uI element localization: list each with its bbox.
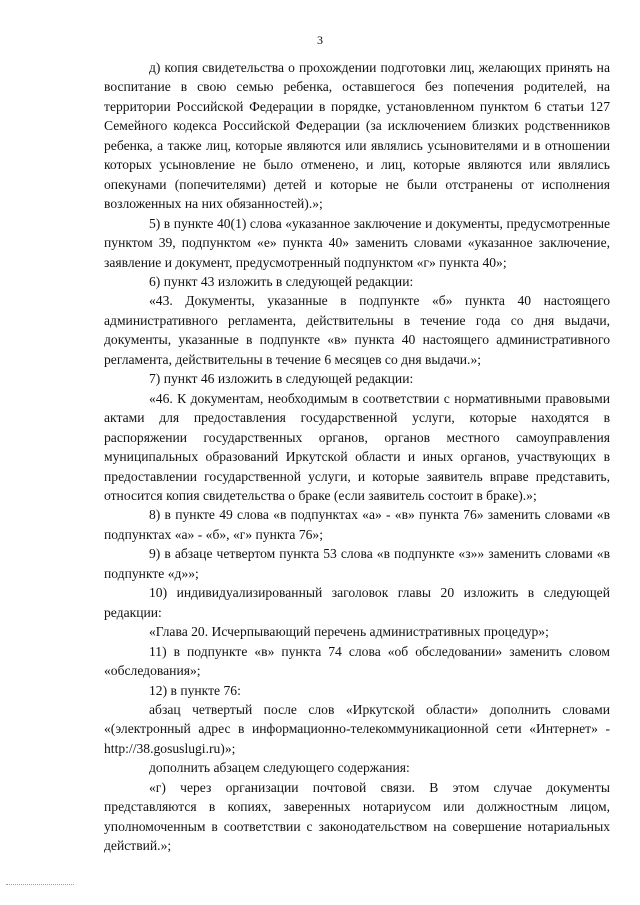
paragraph: абзац четвертый после слов «Иркутской области» дополнить словами «(электронный адрес в информационно-телекоммуникационной сети «Интернет» - http://38.gosuslugi.ru)»; — [104, 701, 610, 756]
paragraph: 10) индивидуализированный заголовок главы 20 изложить в следующей редакции: — [104, 585, 610, 620]
paragraph: 8) в пункте 49 слова «в подпунктах «а» - «в» пункта 76» заменить словами «в подпунктах «а» - «б», «г» пункта 76»; — [104, 507, 610, 542]
paragraph: дополнить абзацем следующего содержания: — [149, 760, 410, 776]
page-number: 3 — [317, 33, 323, 47]
paragraph: 7) пункт 46 изложить в следующей редакции: — [149, 371, 414, 387]
paragraph: 5) в пункте 40(1) слова «указанное заключение и документы, предусмотренные пунктом 39, подпунктом «е» пункта 40» заменить словами «указанное заключение, заявление и документ, предусмотренный подпунктом «г» пункта 40»; — [104, 215, 610, 270]
paragraph: 6) пункт 43 изложить в следующей редакции: — [149, 273, 414, 289]
paragraph: д) копия свидетельства о прохождении подготовки лиц, желающих принять на воспитание в свою семью ребенка, оставшегося без попечения родителей, на территории Российской Федерации в порядке, установленном пунктом 6 статьи 127 Семейного кодекса Российской Федерации (за исключением близких родственников ребенка, а также лиц, которые являются или являлись усыновителями и в отношении которых усыновление не было отменено, и лиц, которые являются или являлись опекунами (попечителями) детей и которые не были отстранены от исполнения возложенных на них обязанностей).»; — [104, 60, 610, 212]
paragraph: «43. Документы, указанные в подпункте «б» пункта 40 настоящего административного регламента, действительны в течение года со дня выдачи, документы, указанные в подпункте «в» пункта 40 настоящего административного регламента, действительны в течение 6 месяцев со дня выдачи.»; — [104, 293, 610, 367]
paragraph: «г) через организации почтовой связи. В этом случае документы представляются в копиях, заверенных нотариусом или должностным лицом, уполномоченным в соответствии с законодательством на совершение нотариальных действий.»; — [104, 779, 610, 854]
paragraph: 11) в подпункте «в» пункта 74 слова «об обследовании» заменить словом «обследования»; — [104, 643, 610, 679]
paragraph: 9) в абзаце четвертом пункта 53 слова «в подпункте «з»» заменить словами «в подпункте «д»»; — [104, 546, 610, 581]
paragraph: 12) в пункте 76: — [149, 682, 241, 698]
paragraph: «Глава 20. Исчерпывающий перечень административных процедур»; — [149, 624, 549, 640]
document-body — [104, 58, 610, 856]
footer-divider — [6, 884, 74, 885]
paragraph: «46. К документам, необходимым в соответствии с нормативными правовыми актами для предоставления государственной услуги, которые находятся в распоряжении государственных органов, органов местного самоуправления муниципальных образований Иркутской области и иных органов, участвующих в предоставлении государственной услуги, и которые заявитель вправе представить, относится копия свидетельства о браке (если заявитель состоит в браке).»; — [104, 390, 610, 503]
